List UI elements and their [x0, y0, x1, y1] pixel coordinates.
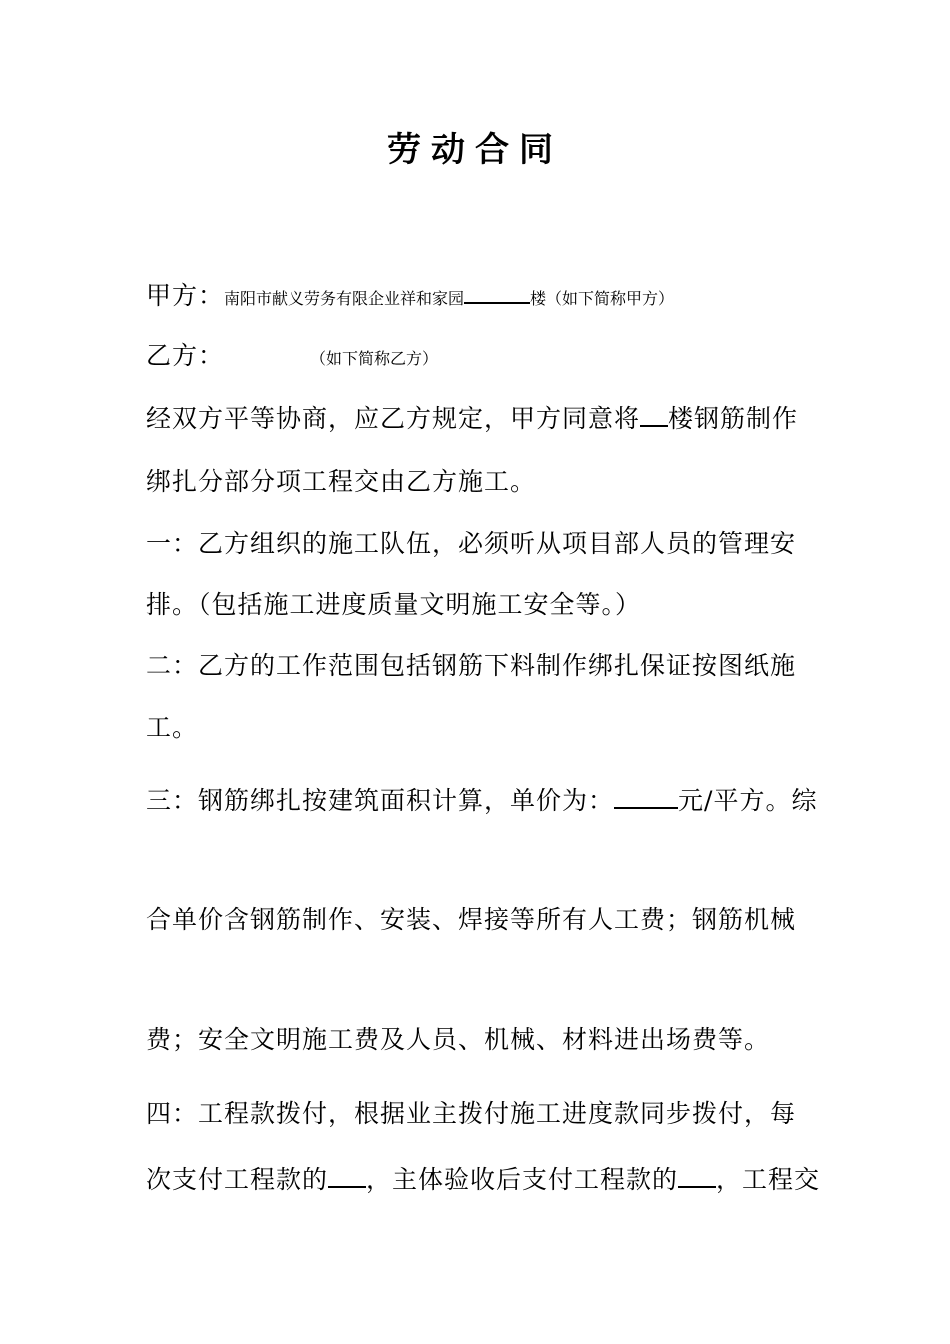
clause-3-line-2: 合单价含钢筋制作、安装、焊接等所有人工费；钢筋机械 [146, 905, 797, 934]
unit-price-blank [614, 785, 678, 809]
party-a-suffix: 楼（如下简称甲方） [530, 289, 675, 308]
clause-4-text-b: ，主体验收后支付工程款的 [366, 1165, 679, 1194]
payment-percent-blank-1 [328, 1164, 366, 1188]
party-b-suffix: （如下简称乙方） [310, 349, 439, 368]
intro-text-a: 经双方平等协商，应乙方规定，甲方同意将 [146, 404, 641, 433]
clause-4-line-2 [146, 1164, 820, 1196]
party-a-name: 南阳市献义劳务有限企业祥和家园 [224, 289, 465, 308]
intro-line-1 [146, 403, 798, 435]
party-a-line [146, 280, 674, 315]
clause-3-line-1 [146, 785, 817, 817]
intro-line-2: 绑扎分部分项工程交由乙方施工。 [146, 467, 537, 496]
clause-3-text-a: 三：钢筋绑扎按建筑面积计算，单价为： [146, 786, 615, 815]
clause-4-text-a: 次支付工程款的 [146, 1165, 329, 1194]
payment-percent-blank-2 [678, 1164, 716, 1188]
party-b-line [146, 340, 438, 375]
building-number-blank [464, 280, 530, 304]
intro-text-b: 楼钢筋制作 [668, 404, 799, 433]
clause-3-text-b: 元/平方。综 [678, 786, 818, 815]
clause-2-line-2: 工。 [146, 713, 199, 742]
clause-4-line-1: 四：工程款拨付，根据业主拨付施工进度款同步拨付，每 [146, 1099, 797, 1128]
intro-building-blank [640, 403, 668, 427]
document-title: 劳动合同 [387, 130, 563, 170]
clause-4-text-c: ，工程交 [716, 1165, 821, 1194]
party-a-label: 甲方： [146, 281, 225, 310]
clause-3-line-3: 费；安全文明施工费及人员、机械、材料进出场费等。 [146, 1025, 771, 1054]
clause-2-line-1: 二：乙方的工作范围包括钢筋下料制作绑扎保证按图纸施 [146, 651, 797, 680]
clause-1-line-1: 一：乙方组织的施工队伍，必须听从项目部人员的管理安 [146, 529, 797, 558]
clause-1-line-2: 排。（包括施工进度质量文明施工安全等。） [146, 590, 642, 619]
party-b-label: 乙方： [146, 341, 225, 370]
